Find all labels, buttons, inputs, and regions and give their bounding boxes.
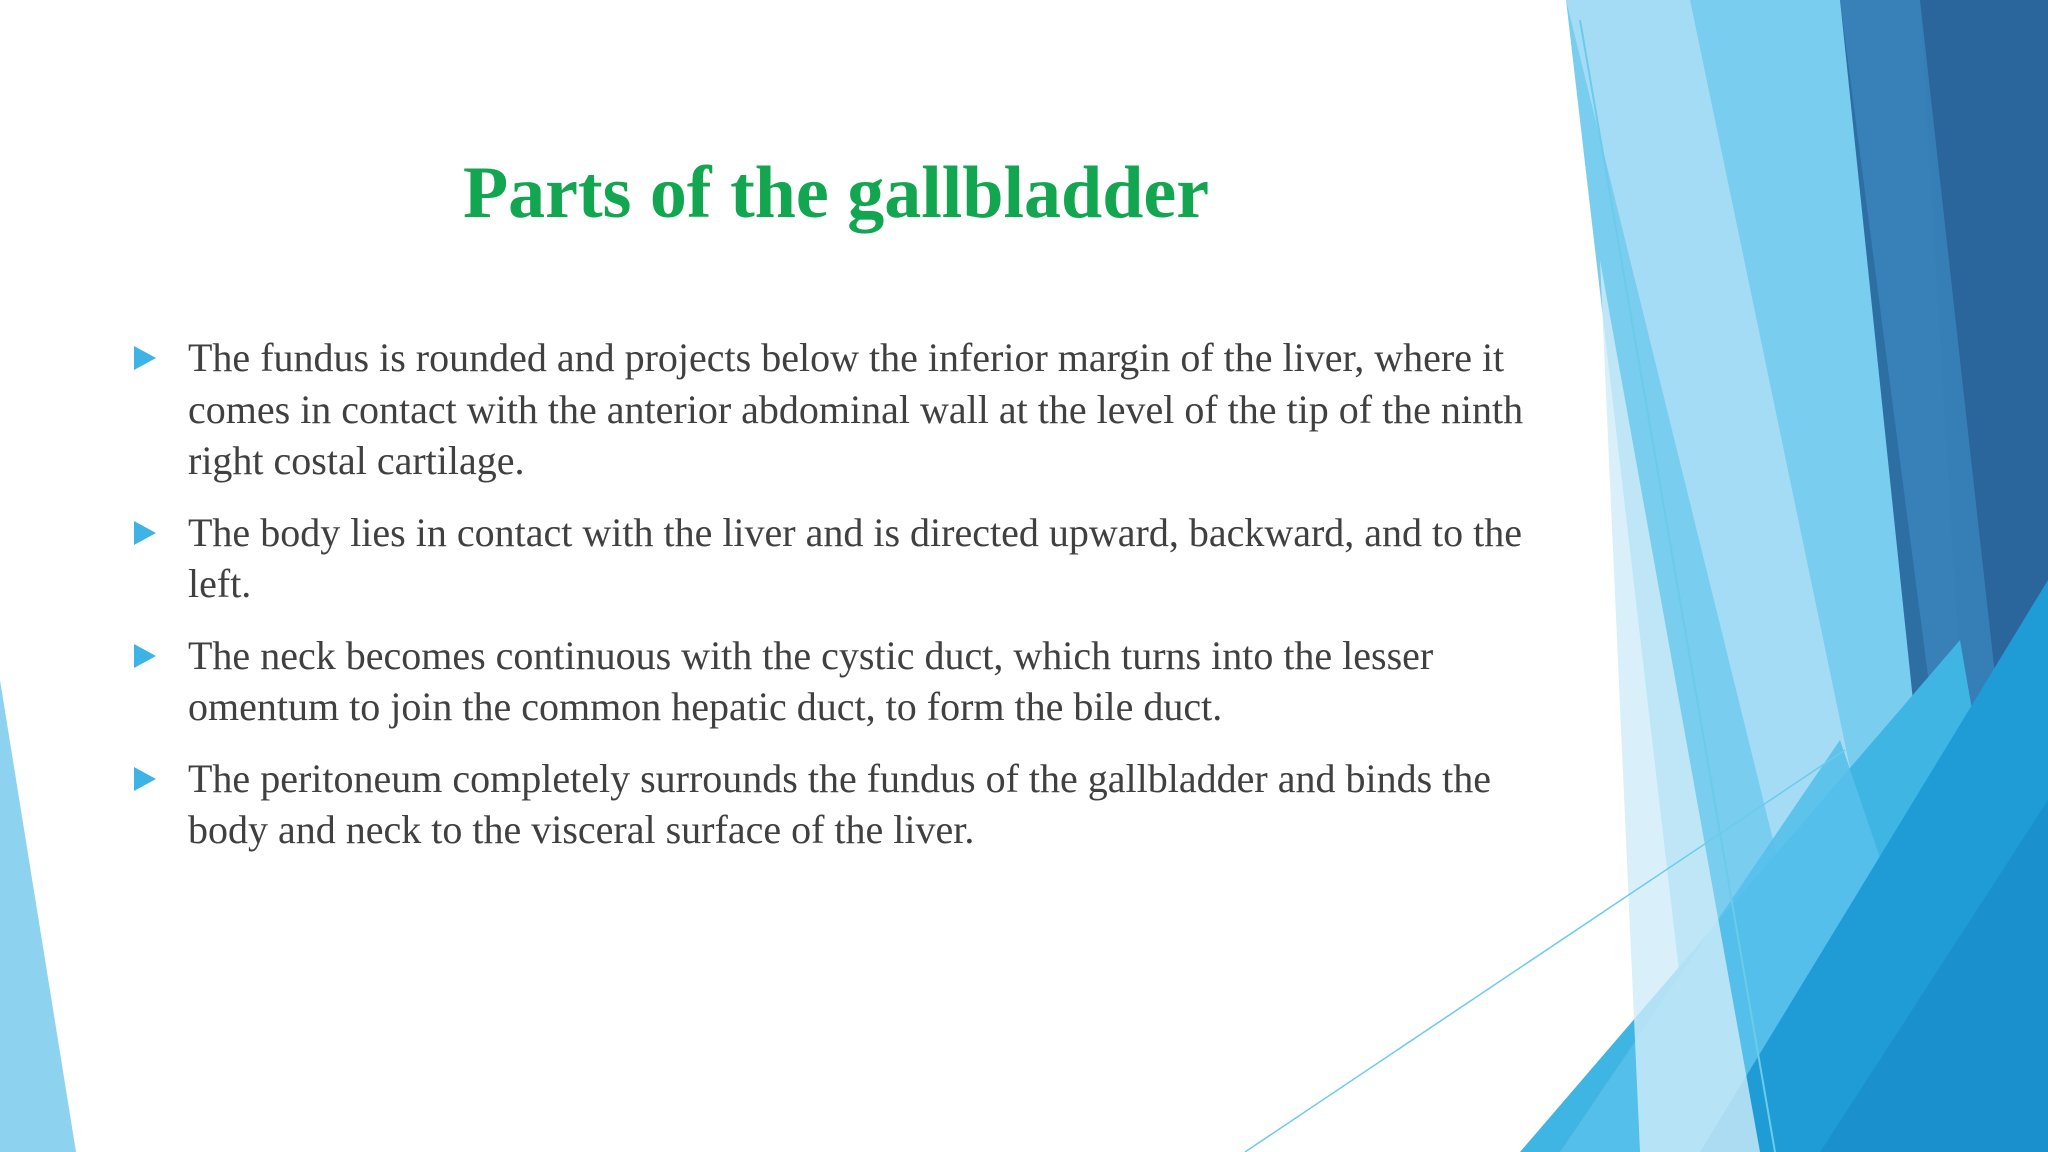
triangle-right-icon [134,644,156,668]
list-item [128,753,1528,856]
triangle-right-icon [134,346,156,370]
slide-title: Parts of the gallbladder [462,152,1210,234]
list-item [128,507,1528,610]
bullet-text: The peritoneum completely surrounds the fundus of the gallbladder and binds the body and neck to the visceral surface of the liver. [188,755,1492,852]
list-item [128,332,1528,487]
triangle-right-icon [134,521,156,545]
triangle-right-icon [134,767,156,791]
bullet-text: The neck becomes continuous with the cystic duct, which turns into the lesser omentum to join the common hepatic duct, to form the bile duct. [188,632,1434,729]
bullet-text: The body lies in contact with the liver and is directed upward, backward, and to the left. [188,509,1523,606]
list-item [128,630,1528,733]
bullet-text: The fundus is rounded and projects below the inferior margin of the liver, where it comes in contact with the anterior abdominal wall at the level of the tip of the ninth right costal cartilage. [188,335,1524,483]
bullet-list [128,332,1528,876]
